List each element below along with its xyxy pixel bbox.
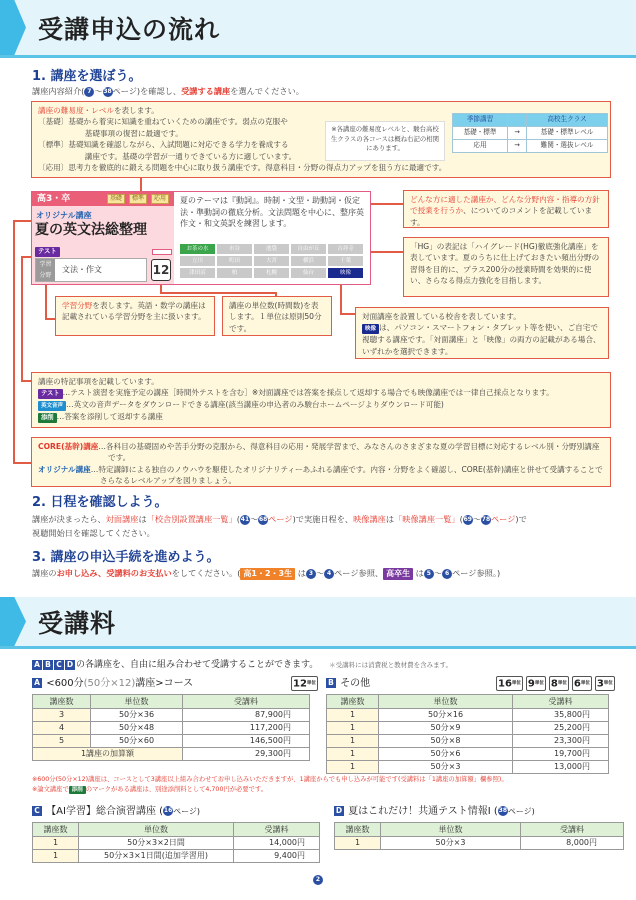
level-note: ※各講座の難易度レベルと、駿台高校生クラスの各コースは概ね右記の相関にあります。 <box>325 121 445 161</box>
special-notes-box: 講座の特記事項を記載しています。 テスト …テスト演習を実施予定の講座［時間外テストを含む］※対面講座では答案を採点して返却する場合でも映像講座では一律自己採点となります。 英文音声 …英文の音声データをダウンロードできる講座(該当講座の申込者のみ駿台ホームページよりダウンロード可能) 添削 …答案を添削して返却する講座 <box>31 372 611 428</box>
card-grade: 高3・卒 <box>32 192 174 206</box>
step3-heading: 3. 講座の申込手続を進めよう。 <box>32 550 220 565</box>
step1-heading: 1. 講座を選ぼう。 <box>32 69 142 84</box>
table-row: 1 50分×6 19,700円 <box>327 748 609 761</box>
unit-badge: 12 <box>151 259 171 281</box>
table-row: 1 50分×3×1日間(追加学習用) 9,400円 <box>33 850 320 863</box>
level-badge-basic: 基礎 <box>107 194 125 204</box>
step2-heading: 2. 日程を確認しよう。 <box>32 495 168 510</box>
table-row: 1 50分×8 23,300円 <box>327 735 609 748</box>
table-row: 1 50分×3 13,000円 <box>327 761 609 774</box>
hg-placeholder <box>152 249 172 255</box>
table-b-title: B その他 <box>326 677 370 691</box>
fees-intro: A B C D の各講座を、自由に組み合わせて受講することができます。 ＊受講料には消費税と教材費を含みます。 <box>32 659 452 672</box>
badge-graduates: 高卒生 <box>383 568 413 580</box>
level-correlation-table: 季節講習 高校生クラス 基礎・標準 → 基礎・標準レベル 応用 → 難関・選抜レベル <box>452 113 608 153</box>
fee-table-a: 講座数 単位数 受講料 3 50分×36 87,900円 4 50分×48 117,200円 5 50分×60 146,500円 1講座の加算額 29,300円 <box>32 694 310 761</box>
sample-course-card: 高3・卒 基礎 標準 応用 オリジナル講座 夏の英文法総整理 テスト 学習 分野 文法・作文 12 夏のテーマは『動詞』。時制・文型・助動詞・仮定法・準動詞の徹底分析。文法問題を中心に、整序英作文・和文英訳を練習します。 お茶の水 市谷 池袋 自由が丘 吉祥寺 立川 町田 大宮 横浜 千葉 津田沼 柏 札幌 仙台 映像 <box>31 191 371 285</box>
fee-table-d: 講座数 単位数 受講料 1 50分×3 8,000円 <box>334 822 624 850</box>
field-box: 学習 分野 文法・作文 <box>35 258 147 282</box>
units-callout: 講座の単位数(時間数)を表します。１単位は原則50分です。 <box>222 296 332 336</box>
fee-table-c: 講座数 単位数 受講料 1 50分×3×2日間 14,000円 1 50分×3×1日間(追加学習用) 9,400円 <box>32 822 320 863</box>
chevron-decoration <box>0 0 26 55</box>
section-header-fees <box>0 597 636 649</box>
page-ref-icon: 7 <box>84 87 94 97</box>
level-explanation-box: 講座の難易度・レベルを表します。 〔基礎〕基礎から着実に知識を重ねていくための講座です。弱点の克服や 基礎事項の復習に最適です。 〔標準〕基礎知識を確認しながら、入試問題に対応できる学力を養成する 講座です。基礎の学習が一通りできている方に適しています。 〔応用〕思考力を徹底的に鍛える問題を中心に取り扱う講座です。得意科目・分野の得点力アップを狙う方に最適です。 <box>31 101 611 178</box>
step2-text: 講座が決まったら、対面講座は「校舎別設置講座一覧」(41〜68ページ)で実施日程を、映像講座は「映像講座一覧」(69〜78ページ)で 視聴開始日を確認してください。 <box>32 514 527 538</box>
step3-text: 講座のお申し込み、受講料のお支払いをしてください。( 高1・2・3生 は 3 〜 4 ページ参照、 高卒生 は 5 〜 6 ページ参照。) <box>32 568 501 578</box>
level-badge-standard: 標準 <box>129 194 147 204</box>
page-number: 2 <box>313 874 323 885</box>
fee-table-b: 講座数 単位数 受講料 1 50分×16 35,800円 1 50分×9 25,200円 1 50分×8 23,300円 1 50分×6 19,700円 1 50分×3 13,000円 <box>326 694 609 774</box>
table-row: 1 50分×16 35,800円 <box>327 709 609 722</box>
page-ref-icon: 38 <box>103 87 112 95</box>
course-type: オリジナル講座 <box>36 211 92 220</box>
course-type-box: CORE(基幹)講座…各科目の基礎固めや苦手分野の克服から、得意科目の応用・発展学習まで、みなさんのさまざまな夏の学習目標に対応するレベル別・分野別講座です。 オリジナル講座…特定講師による独自のノウハウを駆使したオリジナリティーあふれる講座です。内容・分野をよく確認し、CORE(基幹)講座と併せて受講することでさらなるレベルアップを図りましょう。 <box>31 437 611 487</box>
table-row: 1 50分×3 8,000円 <box>335 837 624 850</box>
field-value: 文法・作文 <box>62 265 102 274</box>
unit-badge: 12単位 <box>288 676 318 691</box>
table-row: 4 50分×48 117,200円 <box>33 722 310 735</box>
table-d-title: D 夏はこれだけ！共通テスト情報Ⅰ (38ページ) <box>335 806 535 817</box>
chevron-decoration <box>0 597 26 646</box>
course-description: 夏のテーマは『動詞』。時制・文型・助動詞・仮定法・準動詞の徹底分析。文法問題を中心に、整序英作文・和文英訳を練習します。 <box>180 196 364 229</box>
field-callout: 学習分野を表します。英語・数学の講座は記載されている学習分野を主に扱います。 <box>55 296 215 336</box>
section-title: 受講料 <box>38 609 117 638</box>
fee-notes: ※600分(50分×12)講座は、コースとして3講座以上組み合わせてお申し込みいただきますが、1講座からでも申し込みが可能です(受講料は「1講座の加算額」欄参照)。 ※論文講座で 添削 のマークがある講座は、別途添削料として4,700円が必要です。 <box>32 776 508 793</box>
unit-badges: 16単位 9単位 8単位 6単位 3単位 <box>493 676 615 691</box>
table-row: 1 50分×3×2日間 14,000円 <box>33 837 320 850</box>
course-name: 夏の英文法総整理 <box>35 222 147 238</box>
section-header-flow <box>0 0 636 58</box>
table-row: 1 50分×9 25,200円 <box>327 722 609 735</box>
table-c-title: C 【AI学習】総合演習講座 (16ページ) <box>32 805 200 819</box>
step1-text: 講座内容紹介( 7 〜38ページ)を確認し、受講する講座を選んでください。 <box>32 86 304 96</box>
table-row: 1講座の加算額 29,300円 <box>33 748 310 761</box>
section-title: 受講申込の流れ <box>38 15 221 44</box>
campus-callout: 対面講座を設置している校舎を表しています。 映像 は、パソコン・スマートフォン・タブレット等を使い、ご自宅で視聴する講座です。「対面講座」と「映像」の両方の記載がある場合、いずれかを選択できます。 <box>355 307 609 359</box>
badge-hs-students: 高1・2・3生 <box>240 568 295 580</box>
hg-callout: 「HG」の表記は「ハイグレード(HG)徹底強化講座」を表しています。夏のうちに仕上げておきたい頻出分野の習得を目的に、プラス200分の授業時間を効果的に使い、さらなる得点力強化を目指します。 <box>403 237 609 297</box>
table-row: 5 50分×60 146,500円 <box>33 735 310 748</box>
table-row: 3 50分×36 87,900円 <box>33 709 310 722</box>
comment-callout: どんな方に適した講座か、どんな分野内容・指導の方針で授業を行うか、についてのコメントを記載しています。 <box>403 190 609 228</box>
level-badge-advanced: 応用 <box>151 194 169 204</box>
table-a-title: A <600分(50分×12)講座>コース <box>32 677 193 691</box>
test-tag: テスト <box>35 245 60 257</box>
